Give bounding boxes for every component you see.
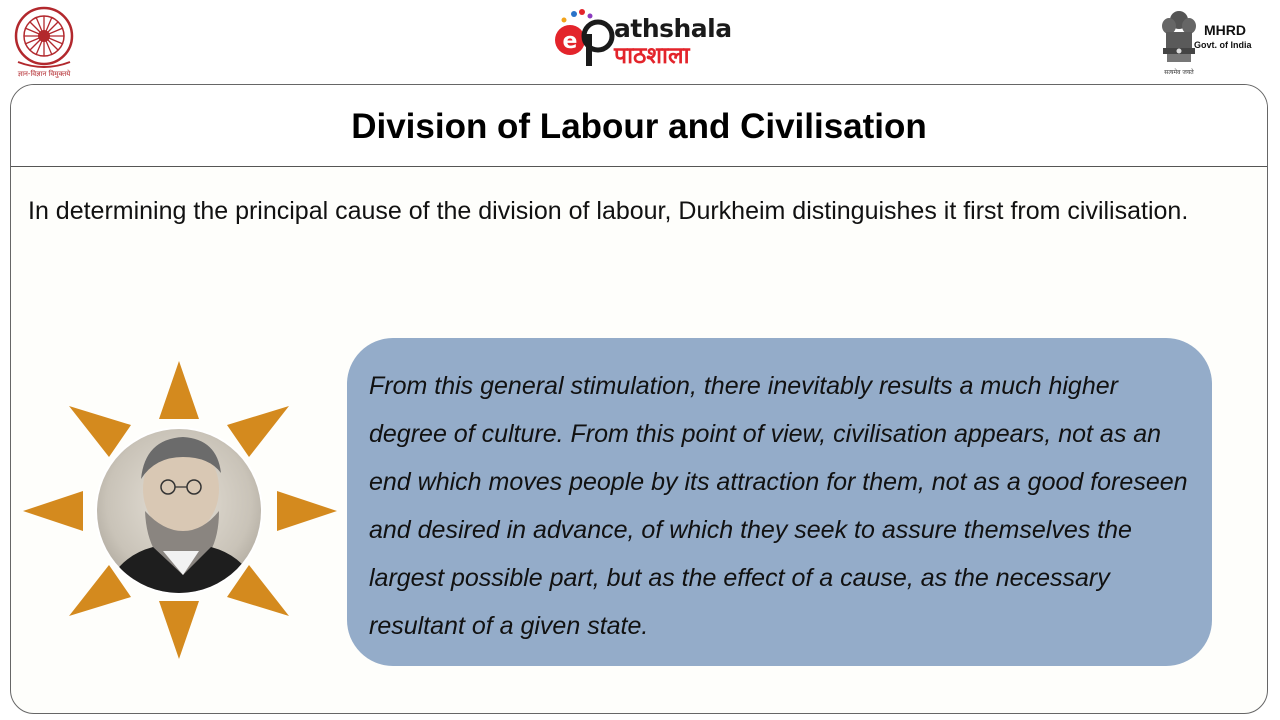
slide-panel (10, 84, 1268, 714)
ugc-logo (8, 6, 80, 82)
ashoka-emblem-icon (1160, 8, 1198, 68)
page-header (0, 0, 1280, 84)
ugc-motto: ज्ञान-विज्ञान विमुक्तये (17, 70, 71, 78)
quote-text: From this general stimulation, there inevitably results a much higher degree of culture. From this point of view, civilisation appears, not as an end which moves people by its attraction for them, not as a good foreseen and desired in advance, of which they seek to assure themselves the largest possible part, but as the effect of a cause, as the necessary resultant of a given state. (369, 372, 1188, 640)
sun-illustration (23, 361, 339, 661)
epathshala-wordmark-en: athshala (614, 14, 732, 43)
quote-box (347, 338, 1212, 666)
intro-paragraph: In determining the principal cause of the division of labour, Durkheim distinguishes it first from civilisation. (28, 197, 1189, 225)
mhrd-title: MHRD (1204, 22, 1246, 38)
title-bar (11, 85, 1267, 167)
durkheim-portrait (93, 425, 265, 597)
ugc-wheel-icon (8, 6, 80, 70)
mhrd-logo (1160, 8, 1272, 80)
epathshala-wordmark-hi: पाठशाला (614, 43, 690, 69)
epathshala-mark-icon (552, 6, 616, 72)
slide-title: Division of Labour and Civilisation (351, 107, 927, 146)
sun-rays-icon (23, 361, 339, 661)
emblem-motto: सत्यमेव जयते (1164, 69, 1194, 76)
epathshala-logo (552, 6, 752, 72)
mhrd-subtitle: Govt. of India (1194, 40, 1252, 50)
svg-text:e: e (562, 29, 578, 54)
